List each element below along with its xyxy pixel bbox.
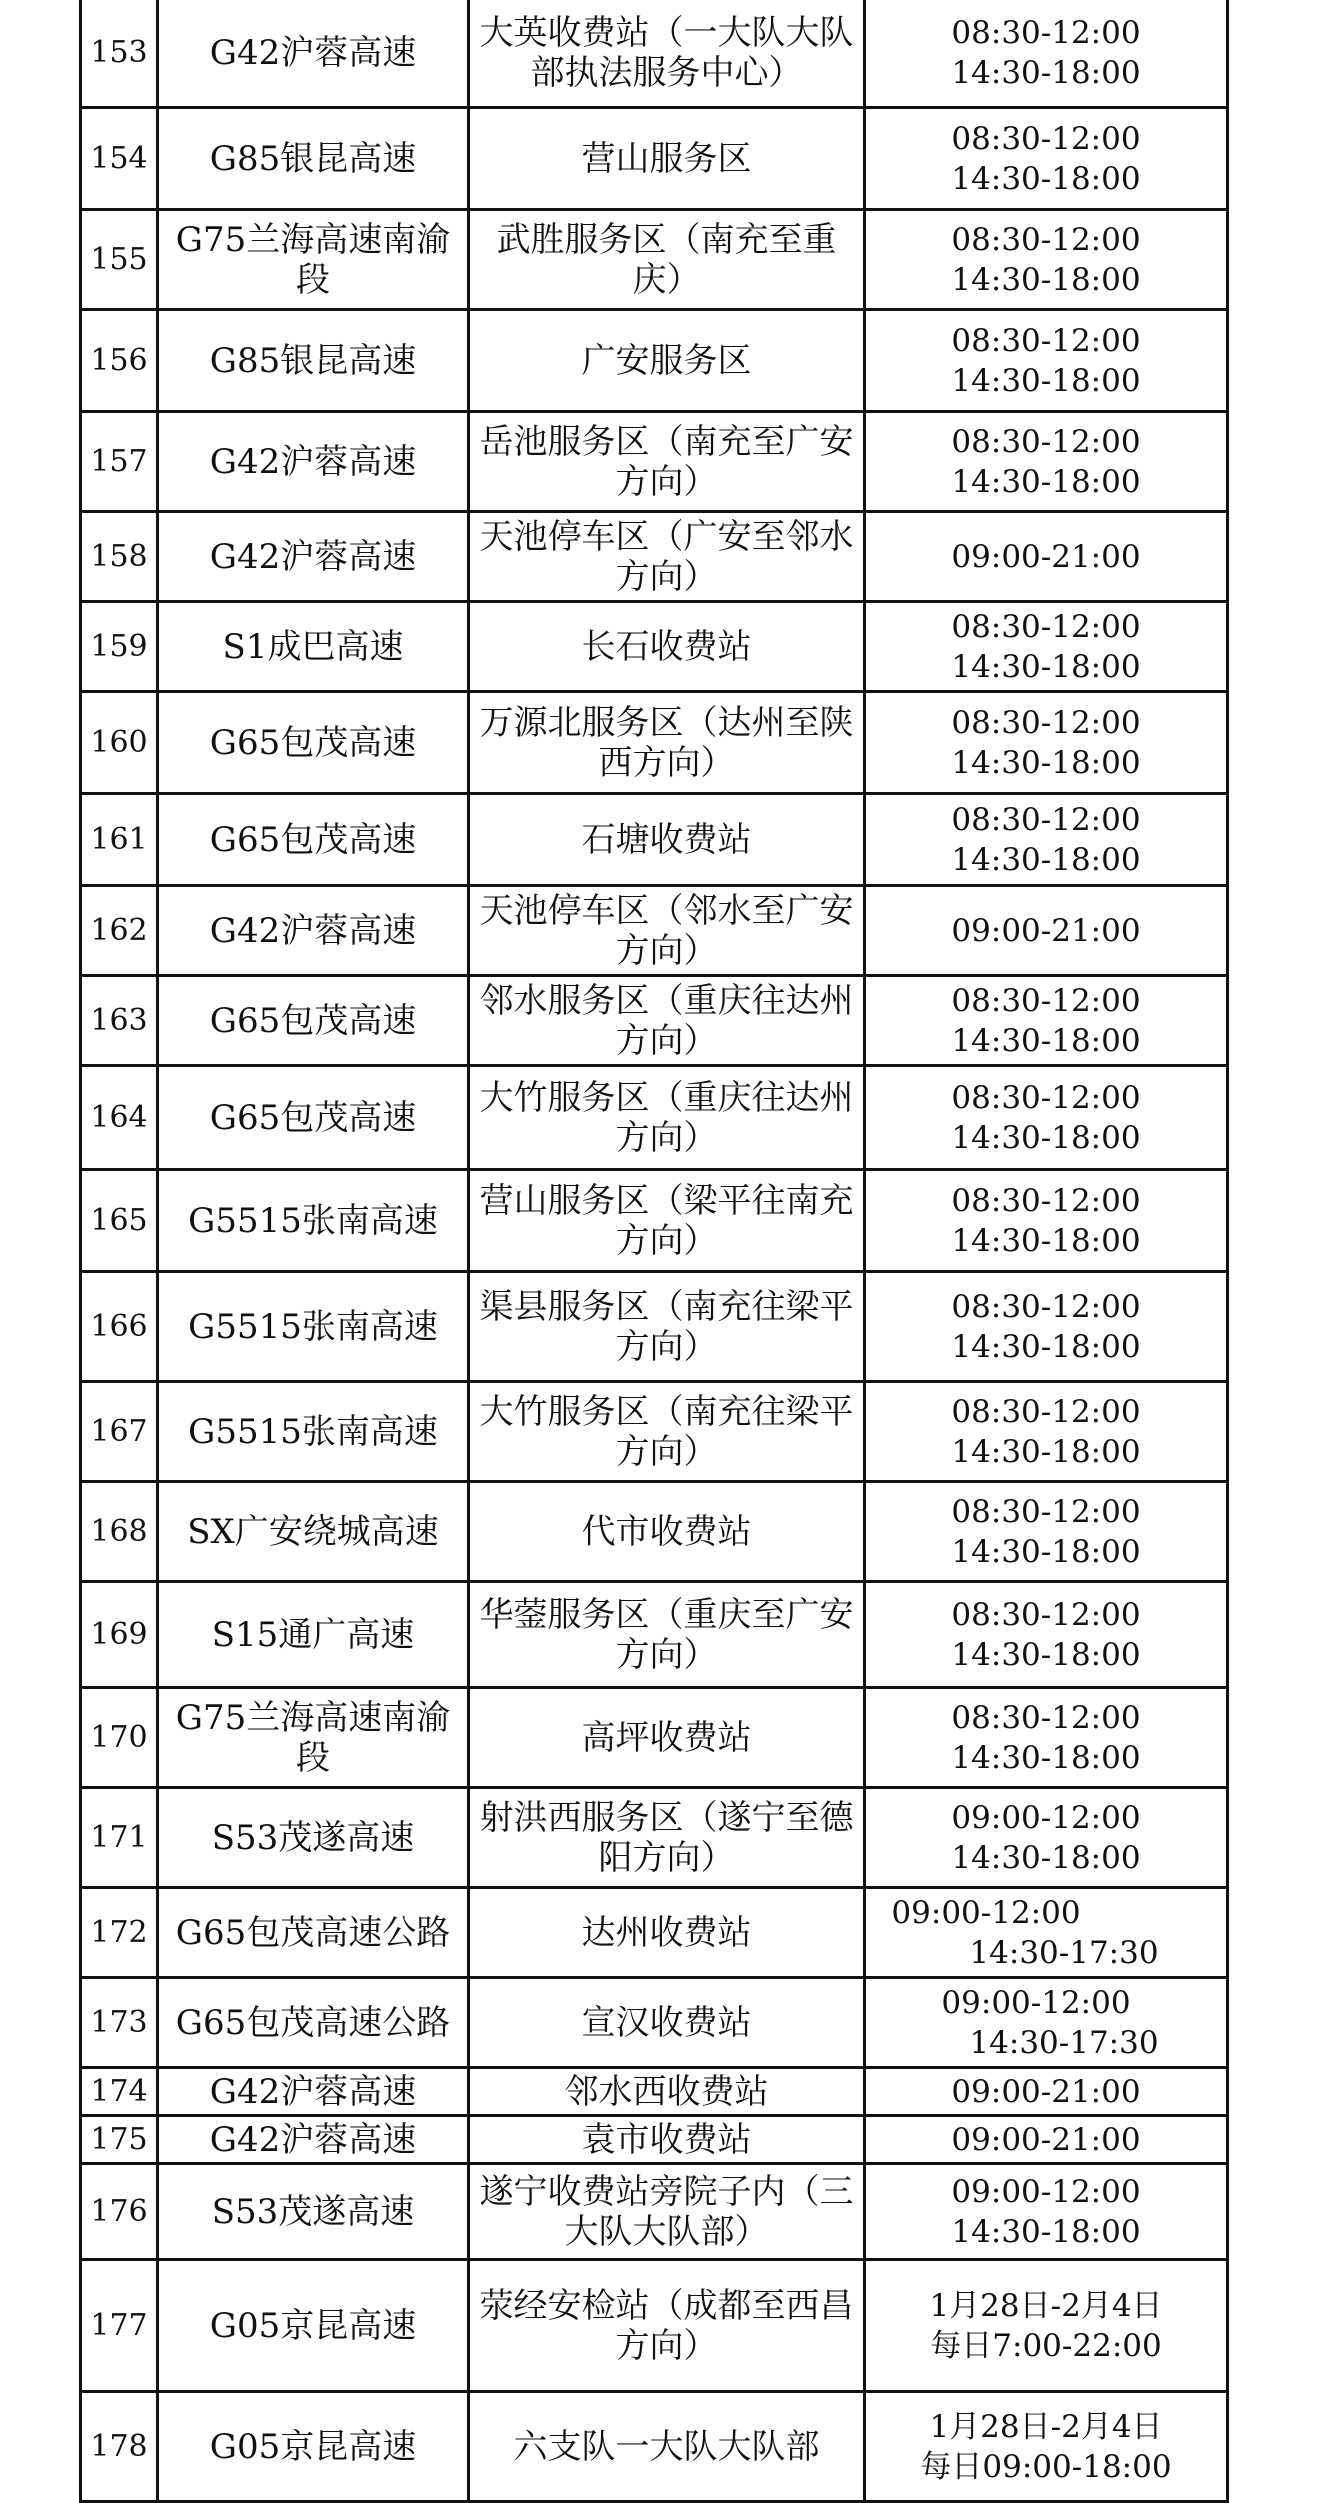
service-hours-line: 09:00-21:00: [951, 2121, 1141, 2158]
road-name: [158, 1272, 469, 1382]
location-name-line: 武胜服务区（南充至重: [496, 219, 837, 260]
location-name-line: 华蓥服务区（重庆至广安: [479, 1594, 854, 1635]
road-name: [158, 310, 469, 412]
checkpoint-table: [79, 0, 1229, 2503]
table-row: [81, 2068, 1228, 2116]
service-hours-line: 08:30-12:00: [951, 1079, 1141, 1116]
service-hours-line: 08:30-12:00: [951, 120, 1141, 157]
service-hours-line: 14:30-18:00: [951, 463, 1141, 500]
service-hours-line: 14:30-18:00: [951, 1839, 1141, 1876]
road-name-line: G5515张南高速: [188, 1306, 438, 1347]
row-number: 172: [81, 1888, 158, 1978]
service-hours-line: 14:30-18:00: [951, 2213, 1141, 2250]
road-name-line: G05京昆高速: [209, 2426, 417, 2467]
location-name-line: 方向）: [615, 1020, 718, 1061]
service-hours-line: 1月28日-2月4日: [929, 2408, 1163, 2445]
location-name-line: 袁市收费站: [581, 2119, 752, 2160]
location-name: [469, 2116, 865, 2164]
service-hours-line: 14:30-18:00: [951, 1636, 1141, 1673]
service-hours-line: 08:30-12:00: [951, 1182, 1141, 1219]
location-name: [469, 1788, 865, 1888]
road-name: [158, 602, 469, 692]
service-hours-line: 14:30-17:30: [969, 2024, 1159, 2061]
service-hours: [865, 2260, 1228, 2392]
road-name-line: G42沪蓉高速: [209, 32, 417, 73]
service-hours: [865, 2116, 1228, 2164]
table-row: [81, 1272, 1228, 1382]
location-name-line: 天池停车区（广安至邻水: [479, 516, 854, 557]
table-row: [81, 794, 1228, 886]
service-hours-line: 08:30-12:00: [951, 1493, 1141, 1530]
road-name: [158, 1688, 469, 1788]
road-name-line: G5515张南高速: [188, 1200, 438, 1241]
location-name: [469, 2068, 865, 2116]
table-row: [81, 602, 1228, 692]
road-name-line: G85银昆高速: [209, 138, 417, 179]
location-name: [469, 1382, 865, 1482]
service-hours: [865, 210, 1228, 310]
service-hours-line: 每日09:00-18:00: [920, 2448, 1172, 2485]
location-name: [469, 1272, 865, 1382]
location-name-line: 方向）: [615, 1634, 718, 1675]
road-name-line: G42沪蓉高速: [209, 2119, 417, 2160]
location-name: [469, 1888, 865, 1978]
location-name-line: 石塘收费站: [581, 819, 752, 860]
location-name-line: 万源北服务区（达州至陕: [479, 702, 854, 743]
service-hours: [865, 1788, 1228, 1888]
service-hours-line: 08:30-12:00: [951, 1393, 1141, 1430]
road-name-line: S53茂遂高速: [211, 2191, 415, 2232]
road-name-line: G65包茂高速: [209, 1000, 417, 1041]
road-name-line: S1成巴高速: [222, 626, 404, 667]
location-name-line: 天池停车区（邻水至广安: [479, 890, 854, 931]
table-row: [81, 1066, 1228, 1170]
row-number: 176: [81, 2164, 158, 2260]
service-hours: [865, 108, 1228, 210]
service-hours-line: 14:30-18:00: [951, 1328, 1141, 1365]
road-name-line: G75兰海高速南渝: [175, 219, 451, 260]
location-name-line: 营山服务区（梁平往南充: [479, 1180, 854, 1221]
service-hours: [865, 794, 1228, 886]
location-name: [469, 1066, 865, 1170]
service-hours-line: 08:30-12:00: [951, 1596, 1141, 1633]
row-number: 165: [81, 1170, 158, 1272]
service-hours: [865, 2392, 1228, 2502]
location-name-line: 荥经安检站（成都至西昌: [479, 2285, 854, 2326]
location-name-line: 方向）: [615, 556, 718, 597]
location-name-line: 方向）: [615, 2325, 718, 2366]
service-hours-line: 08:30-12:00: [951, 704, 1141, 741]
service-hours-line: 09:00-12:00: [891, 1894, 1081, 1931]
row-number: 171: [81, 1788, 158, 1888]
location-name: [469, 794, 865, 886]
row-number: 178: [81, 2392, 158, 2502]
road-name-line: G65包茂高速: [209, 819, 417, 860]
road-name: [158, 2260, 469, 2392]
service-hours: [865, 310, 1228, 412]
row-number: 174: [81, 2068, 158, 2116]
location-name: [469, 1978, 865, 2068]
road-name: [158, 2392, 469, 2502]
service-hours-line: 14:30-18:00: [951, 1739, 1141, 1776]
service-hours: [865, 692, 1228, 794]
service-hours-line: 14:30-18:00: [951, 261, 1141, 298]
service-hours-line: 09:00-21:00: [951, 2073, 1141, 2110]
location-name-line: 代市收费站: [581, 1511, 752, 1552]
road-name: [158, 512, 469, 602]
location-name: [469, 692, 865, 794]
service-hours-line: 09:00-21:00: [951, 538, 1141, 575]
location-name-line: 大竹服务区（重庆往达州: [479, 1077, 854, 1118]
service-hours: [865, 1382, 1228, 1482]
row-number: 158: [81, 512, 158, 602]
location-name: [469, 2164, 865, 2260]
location-name-line: 射洪西服务区（遂宁至德: [479, 1797, 854, 1838]
service-hours-line: 14:30-18:00: [951, 1022, 1141, 1059]
location-name-line: 六支队一大队大队部: [513, 2426, 820, 2467]
road-name: [158, 0, 469, 108]
location-name-line: 广安服务区: [581, 340, 752, 381]
location-name-line: 宣汉收费站: [581, 2002, 752, 2043]
location-name-line: 遂宁收费站旁院子内（三: [479, 2171, 854, 2212]
service-hours: [865, 1272, 1228, 1382]
road-name-line: S53茂遂高速: [211, 1817, 415, 1858]
road-name: [158, 2164, 469, 2260]
road-name: [158, 412, 469, 512]
location-name-line: 西方向）: [598, 742, 735, 783]
row-number: 173: [81, 1978, 158, 2068]
service-hours-line: 14:30-18:00: [951, 841, 1141, 878]
service-hours-line: 14:30-18:00: [951, 648, 1141, 685]
location-name: [469, 210, 865, 310]
location-name: [469, 0, 865, 108]
location-name: [469, 1688, 865, 1788]
road-name-line: G75兰海高速南渝: [175, 1697, 451, 1738]
table-row: [81, 2260, 1228, 2392]
service-hours: [865, 602, 1228, 692]
row-number: 153: [81, 0, 158, 108]
service-hours-line: 14:30-18:00: [951, 1222, 1141, 1259]
service-hours-line: 08:30-12:00: [951, 1699, 1141, 1736]
service-hours-line: 14:30-18:00: [951, 160, 1141, 197]
service-hours-line: 08:30-12:00: [951, 423, 1141, 460]
road-name-line: G65包茂高速: [209, 722, 417, 763]
road-name: [158, 1066, 469, 1170]
location-name: [469, 1582, 865, 1688]
row-number: 156: [81, 310, 158, 412]
location-name-line: 方向）: [615, 1117, 718, 1158]
service-hours: [865, 412, 1228, 512]
road-name-line: 段: [296, 1737, 330, 1778]
service-hours-line: 14:30-18:00: [951, 362, 1141, 399]
road-name: [158, 1482, 469, 1582]
location-name: [469, 1170, 865, 1272]
road-name-line: G65包茂高速公路: [175, 1912, 451, 1953]
location-name-line: 大竹服务区（南充往梁平: [479, 1391, 854, 1432]
location-name-line: 方向）: [615, 1220, 718, 1261]
location-name: [469, 512, 865, 602]
location-name-line: 阳方向）: [598, 1837, 735, 1878]
service-hours-line: 14:30-18:00: [951, 744, 1141, 781]
table-row: [81, 1482, 1228, 1582]
service-hours: [865, 2068, 1228, 2116]
road-name: [158, 1888, 469, 1978]
road-name-line: G42沪蓉高速: [209, 441, 417, 482]
table-row: [81, 1688, 1228, 1788]
table-row: [81, 108, 1228, 210]
location-name-line: 部执法服务中心）: [530, 52, 803, 93]
location-name: [469, 310, 865, 412]
location-name: [469, 2392, 865, 2502]
road-name: [158, 2116, 469, 2164]
table-row: [81, 2116, 1228, 2164]
location-name-line: 高坪收费站: [581, 1717, 752, 1758]
service-hours: [865, 1482, 1228, 1582]
location-name-line: 方向）: [615, 1431, 718, 1472]
table-body: [81, 0, 1228, 2502]
row-number: 170: [81, 1688, 158, 1788]
road-name: [158, 794, 469, 886]
service-hours: [865, 886, 1228, 976]
service-hours-line: 09:00-12:00: [951, 1799, 1141, 1836]
service-hours-line: 1月28日-2月4日: [929, 2287, 1163, 2324]
service-hours-line: 09:00-12:00: [951, 2173, 1141, 2210]
location-name-line: 达州收费站: [581, 1912, 752, 1953]
service-hours: [865, 1888, 1228, 1978]
table-row: [81, 0, 1228, 108]
table-row: [81, 412, 1228, 512]
location-name: [469, 886, 865, 976]
table-row: [81, 1382, 1228, 1482]
road-name: [158, 886, 469, 976]
row-number: 168: [81, 1482, 158, 1582]
road-name: [158, 1382, 469, 1482]
road-name-line: G65包茂高速公路: [175, 2002, 451, 2043]
table-row: [81, 886, 1228, 976]
road-name-line: G42沪蓉高速: [209, 910, 417, 951]
service-hours-line: 08:30-12:00: [951, 1288, 1141, 1325]
location-name: [469, 1482, 865, 1582]
location-name-line: 方向）: [615, 461, 718, 502]
row-number: 154: [81, 108, 158, 210]
road-name-line: G42沪蓉高速: [209, 536, 417, 577]
row-number: 164: [81, 1066, 158, 1170]
service-hours: [865, 1066, 1228, 1170]
row-number: 175: [81, 2116, 158, 2164]
service-hours-line: 08:30-12:00: [951, 982, 1141, 1019]
table-row: [81, 976, 1228, 1066]
row-number: 177: [81, 2260, 158, 2392]
row-number: 161: [81, 794, 158, 886]
row-number: 169: [81, 1582, 158, 1688]
road-name: [158, 210, 469, 310]
document-page: [79, 0, 1226, 2503]
location-name-line: 邻水服务区（重庆往达州: [479, 980, 854, 1021]
service-hours-line: 14:30-17:30: [969, 1934, 1159, 1971]
service-hours-line: 14:30-18:00: [951, 1119, 1141, 1156]
service-hours: [865, 512, 1228, 602]
service-hours-line: 每日7:00-22:00: [930, 2327, 1162, 2364]
service-hours: [865, 1688, 1228, 1788]
location-name-line: 长石收费站: [581, 626, 752, 667]
table-row: [81, 692, 1228, 794]
location-name-line: 岳池服务区（南充至广安: [479, 421, 854, 462]
table-row: [81, 1170, 1228, 1272]
table-row: [81, 1978, 1228, 2068]
road-name-line: G65包茂高速: [209, 1097, 417, 1138]
table-row: [81, 512, 1228, 602]
service-hours-line: 09:00-21:00: [951, 912, 1141, 949]
road-name-line: G85银昆高速: [209, 340, 417, 381]
row-number: 162: [81, 886, 158, 976]
row-number: 160: [81, 692, 158, 794]
location-name-line: 渠县服务区（南充往梁平: [479, 1286, 854, 1327]
road-name-line: G05京昆高速: [209, 2305, 417, 2346]
service-hours: [865, 0, 1228, 108]
road-name: [158, 1788, 469, 1888]
row-number: 159: [81, 602, 158, 692]
table-row: [81, 2164, 1228, 2260]
service-hours-line: 08:30-12:00: [951, 322, 1141, 359]
service-hours-line: 08:30-12:00: [951, 221, 1141, 258]
service-hours-line: 14:30-18:00: [951, 1433, 1141, 1470]
road-name: [158, 2068, 469, 2116]
road-name: [158, 1582, 469, 1688]
location-name-line: 邻水西收费站: [564, 2071, 769, 2112]
location-name: [469, 108, 865, 210]
table-row: [81, 1582, 1228, 1688]
location-name-line: 庆）: [632, 259, 701, 300]
service-hours: [865, 1170, 1228, 1272]
service-hours-line: 14:30-18:00: [951, 1533, 1141, 1570]
road-name-line: 段: [296, 259, 330, 300]
table-row: [81, 210, 1228, 310]
road-name-line: G5515张南高速: [188, 1411, 438, 1452]
row-number: 167: [81, 1382, 158, 1482]
table-row: [81, 1788, 1228, 1888]
table-row: [81, 2392, 1228, 2502]
road-name-line: S15通广高速: [211, 1614, 415, 1655]
location-name: [469, 2260, 865, 2392]
location-name: [469, 976, 865, 1066]
location-name: [469, 412, 865, 512]
service-hours: [865, 1582, 1228, 1688]
location-name-line: 营山服务区: [581, 138, 752, 179]
service-hours-line: 14:30-18:00: [951, 54, 1141, 91]
service-hours-line: 08:30-12:00: [951, 14, 1141, 51]
table-row: [81, 1888, 1228, 1978]
road-name: [158, 976, 469, 1066]
road-name-line: SX广安绕城高速: [187, 1511, 439, 1552]
service-hours: [865, 1978, 1228, 2068]
service-hours: [865, 976, 1228, 1066]
location-name-line: 方向）: [615, 930, 718, 971]
road-name: [158, 1170, 469, 1272]
row-number: 166: [81, 1272, 158, 1382]
row-number: 157: [81, 412, 158, 512]
road-name: [158, 692, 469, 794]
table-row: [81, 310, 1228, 412]
location-name-line: 方向）: [615, 1326, 718, 1367]
service-hours: [865, 2164, 1228, 2260]
location-name-line: 大队大队部）: [564, 2211, 769, 2252]
service-hours-line: 08:30-12:00: [951, 801, 1141, 838]
location-name: [469, 602, 865, 692]
location-name-line: 大英收费站（一大队大队: [479, 12, 854, 53]
road-name-line: G42沪蓉高速: [209, 2071, 417, 2112]
row-number: 163: [81, 976, 158, 1066]
row-number: 155: [81, 210, 158, 310]
service-hours-line: 08:30-12:00: [951, 608, 1141, 645]
road-name: [158, 1978, 469, 2068]
road-name: [158, 108, 469, 210]
service-hours-line: 09:00-12:00: [941, 1984, 1131, 2021]
